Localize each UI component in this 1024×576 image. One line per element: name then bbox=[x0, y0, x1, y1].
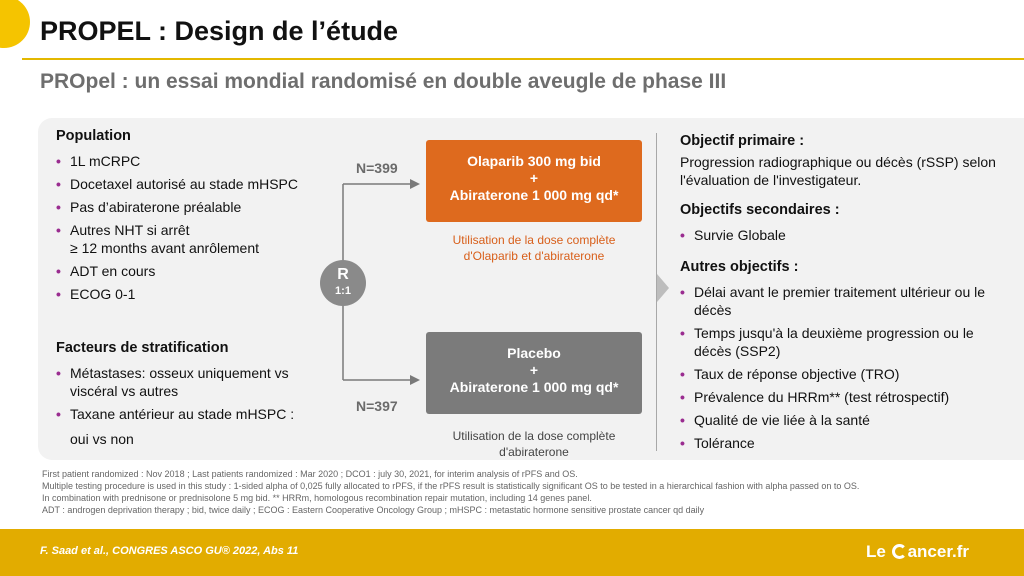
arm-drug-line: Abiraterone 1 000 mg qd* bbox=[449, 379, 619, 395]
list-item: • Prévalence du HRRm** (test rétrospectif) bbox=[680, 388, 996, 406]
list-item: • ECOG 0-1 bbox=[56, 285, 326, 303]
placebo-arm-note: Utilisation de la dose complète d'abiraterone bbox=[452, 429, 616, 459]
arm-drug-line: Abiraterone 1 000 mg qd* bbox=[449, 187, 619, 203]
page-title: PROPEL : Design de l’étude bbox=[40, 16, 399, 46]
taxane-options: oui vs non bbox=[70, 431, 134, 447]
list-item-continuation: ≥ 12 months avant anrôlement bbox=[70, 240, 260, 256]
footnote-line: ADT : androgen deprivation therapy ; bid, twice daily ; ECOG : Eastern Cooperative Oncology Group ; mHSPC : metastatic hormone sensitive prostate cancer qd daily bbox=[42, 505, 705, 515]
randomization-circle bbox=[320, 260, 366, 306]
list-item: • Temps jusqu'à la deuxième progression ou le décès (SSP2) bbox=[680, 324, 996, 360]
placebo-arm-n: N=397 bbox=[356, 398, 398, 414]
footnote-line: First patient randomized : Nov 2018 ; Last patients randomized : Mar 2020 ; DCO1 : july 30, 2021, for interim analysis of rPFS and OS. bbox=[42, 469, 578, 479]
primary-objective-text: Progression radiographique ou décès (rSSP) selon l'évaluation de l'investigateur. bbox=[680, 154, 996, 188]
olaparib-arm-note: Utilisation de la dose complète d'Olaparib et d'abiraterone bbox=[452, 233, 616, 263]
footnote-line: In combination with prednisone or prednisolone 5 mg bid. ** HRRm, homologous recombination repair mutation, including 14 genes panel. bbox=[42, 493, 592, 503]
footnote-line: Multiple testing procedure is used in this study : 1-sided alpha of 0,025 fully allocated to rPFS, if the rPFS result is statistically significant OS to be tested in a hierarchical fashion with alpha passed on to OS. bbox=[42, 481, 860, 491]
other-objectives-title: Autres objectifs : bbox=[680, 259, 799, 275]
list-item: • Pas d’abiraterone préalable bbox=[56, 198, 326, 216]
list-item: • Docetaxel autorisé au stade mHSPC bbox=[56, 175, 326, 193]
list-item: • Survie Globale bbox=[680, 226, 1000, 244]
arm-plus: + bbox=[529, 170, 539, 186]
site-logo[interactable] bbox=[866, 542, 969, 562]
olaparib-arm-box bbox=[426, 140, 642, 222]
arm-drug-line: Placebo bbox=[507, 345, 561, 361]
cancer-c-icon bbox=[892, 544, 907, 559]
olaparib-arm-n: N=399 bbox=[356, 160, 398, 176]
secondary-objectives-list bbox=[680, 226, 1000, 249]
list-item-text: Autres NHT si arrêt bbox=[70, 222, 190, 238]
logo-suffix: ancer.fr bbox=[907, 542, 970, 561]
population-title: Population bbox=[56, 128, 131, 144]
randomization-ratio: 1:1 bbox=[335, 285, 351, 297]
chevron-right-icon bbox=[657, 274, 669, 302]
list-item: • ADT en cours bbox=[56, 262, 326, 280]
arm-plus: + bbox=[529, 362, 539, 378]
logo-prefix: Le bbox=[866, 542, 886, 561]
list-item: • Tolérance bbox=[680, 434, 996, 452]
placebo-arm-box bbox=[426, 332, 642, 414]
arrow-right-icon bbox=[410, 375, 420, 385]
list-item: • Métastases: osseux uniquement vs viscéral vs autres bbox=[56, 364, 296, 400]
secondary-objectives-title: Objectifs secondaires : bbox=[680, 202, 840, 218]
list-item: • Qualité de vie liée à la santé bbox=[680, 411, 996, 429]
list-item: • Délai avant le premier traitement ultérieur ou le décès bbox=[680, 283, 996, 319]
other-objectives-list bbox=[680, 283, 996, 457]
stratification-title: Facteurs de stratification bbox=[56, 340, 229, 356]
list-item: • Taux de réponse objective (TRO) bbox=[680, 365, 996, 383]
footnotes bbox=[42, 468, 859, 516]
list-item: • 1L mCRPC bbox=[56, 152, 326, 170]
arrow-right-icon bbox=[410, 179, 420, 189]
arm-drug-line: Olaparib 300 mg bid bbox=[467, 153, 601, 169]
primary-objective-title: Objectif primaire : bbox=[680, 133, 805, 149]
list-item: • Taxane antérieur au stade mHSPC : bbox=[56, 405, 296, 423]
page-subtitle: PROpel : un essai mondial randomisé en double aveugle de phase III bbox=[40, 70, 727, 93]
randomization-label: R bbox=[337, 266, 349, 283]
citation: F. Saad et al., CONGRES ASCO GU® 2022, Abs 11 bbox=[40, 545, 299, 557]
